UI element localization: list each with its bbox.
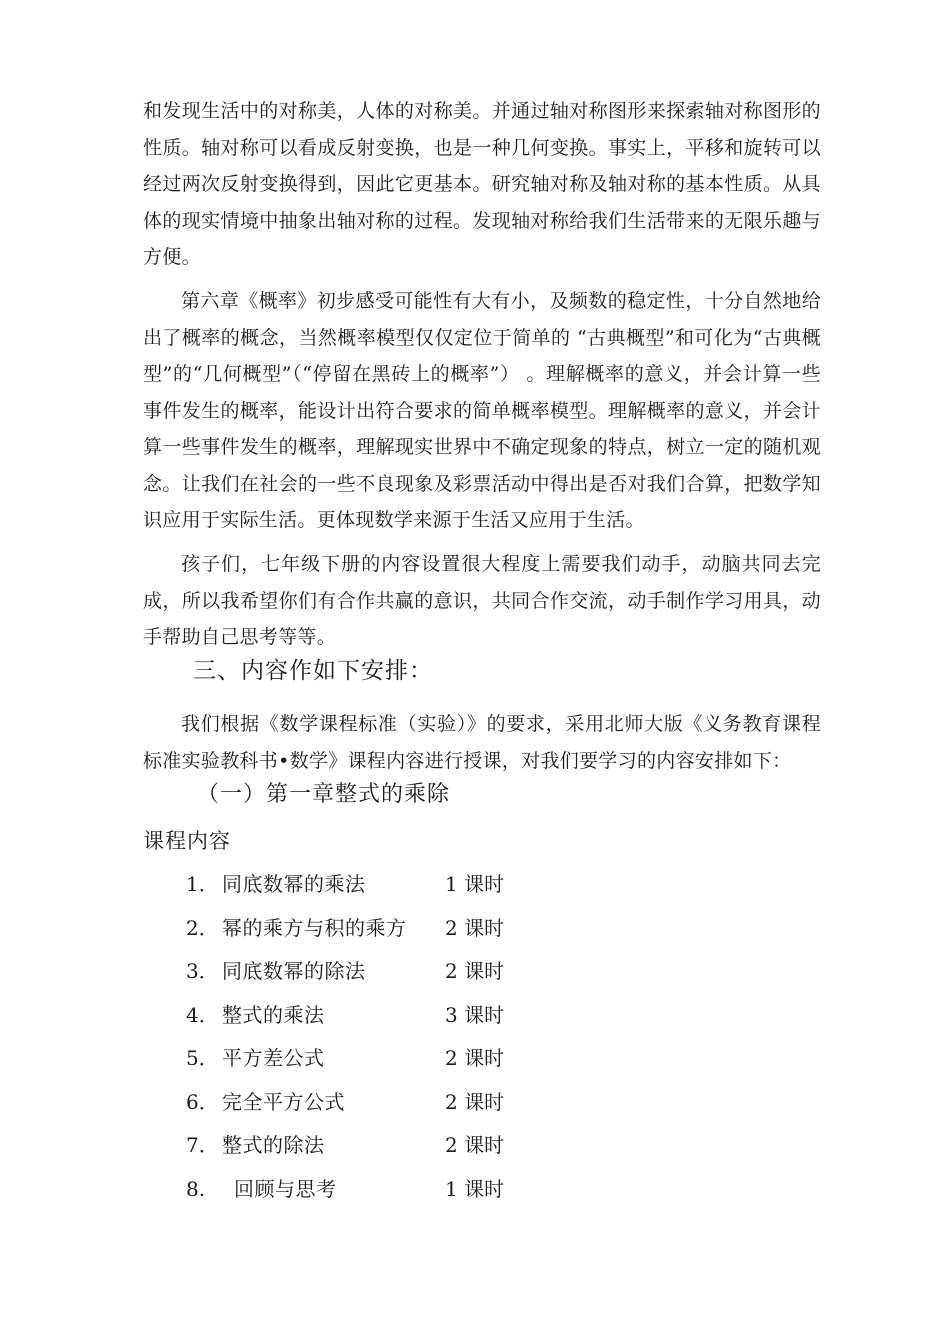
lesson-hours: 1 课时 — [445, 1176, 505, 1201]
paragraph-chapter6-probability: 第六章《概率》初步感受可能性有大有小，及频数的稳定性，十分自然地给出了概率的概念，当然概率模型仅仅定位于简单的 “古典概型”和可化为“古典概型”的“几何概型”（“停留在黑砖上的概率”） 。理解概率的意义，并会计算一些事件发生的概率，能设计出符合要求的简单概率模型。理解概率的意义，并会计算一些事件发生的概率，理解现实世界中不确定现象的特点，树立一定的随机观念。让我们在社会的一些不良现象及彩票活动中得出是否对我们合算，把数学知识应用于实际生活。更体现数学来源于生活又应用于生活。 — [143, 290, 821, 531]
lesson-hours: 2 课时 — [445, 1089, 505, 1114]
lesson-row — [186, 952, 586, 996]
lesson-hours: 2 课时 — [445, 915, 505, 940]
lesson-number: 3． — [186, 959, 219, 983]
lesson-number: 6． — [186, 1089, 219, 1114]
chapter1-heading: （一）第一章整式的乘除 — [197, 782, 451, 807]
lesson-number: 5． — [186, 1046, 219, 1070]
lesson-hours: 3 课时 — [445, 1002, 505, 1027]
lesson-number: 7． — [186, 1133, 219, 1157]
lesson-list — [186, 865, 586, 1213]
lesson-row — [186, 996, 586, 1040]
lesson-number: 2． — [186, 915, 219, 940]
lesson-title: 平方差公式 — [222, 1046, 325, 1070]
course-content-label: 课程内容 — [143, 829, 231, 853]
lesson-title: 同底数幂的除法 — [222, 959, 366, 983]
lesson-row — [186, 1126, 586, 1170]
lesson-row — [186, 909, 586, 953]
lesson-title: 完全平方公式 — [222, 1089, 345, 1114]
lesson-hours: 1 课时 — [445, 872, 505, 896]
lesson-title: 整式的乘法 — [222, 1002, 325, 1027]
lesson-title: 幂的乘方与积的乘方 — [222, 915, 407, 940]
section-heading-content-arrangement: 三、内容作如下安排： — [193, 658, 433, 684]
lesson-hours: 2 课时 — [445, 1046, 505, 1070]
lesson-number: 8. — [186, 1176, 206, 1201]
lesson-title: 回顾与思考 — [234, 1176, 337, 1201]
lesson-title: 整式的除法 — [222, 1133, 325, 1157]
lesson-row — [186, 1039, 586, 1083]
lesson-number: 1． — [186, 872, 219, 896]
paragraph-message-to-students: 孩子们，七年级下册的内容设置很大程度上需要我们动手，动脑共同去完成，所以我希望你们有合作共赢的意识，共同合作交流，动手制作学习用具，动手帮助自己思考等等。 — [143, 553, 821, 648]
lesson-hours: 2 课时 — [445, 1133, 505, 1157]
lesson-number: 4． — [186, 1002, 219, 1027]
lesson-row — [186, 865, 586, 909]
lesson-title: 同底数幂的乘法 — [222, 872, 366, 896]
paragraph-curriculum-basis: 我们根据《数学课程标准（实验）》的要求，采用北师大版《义务教育课程标准实验教科书•数学》课程内容进行授课，对我们要学习的内容安排如下： — [143, 713, 821, 772]
lesson-hours: 2 课时 — [445, 959, 505, 983]
paragraph-axis-symmetry: 和发现生活中的对称美，人体的对称美。并通过轴对称图形来探索轴对称图形的性质。轴对称可以看成反射变换，也是一种几何变换。事实上，平移和旋转可以经过两次反射变换得到，因此它更基本。研究轴对称及轴对称的基本性质。从具体的现实情境中抽象出轴对称的过程。发现轴对称给我们生活带来的无限乐趣与方便。 — [143, 100, 821, 268]
lesson-row — [186, 1083, 586, 1127]
lesson-row — [186, 1170, 586, 1214]
